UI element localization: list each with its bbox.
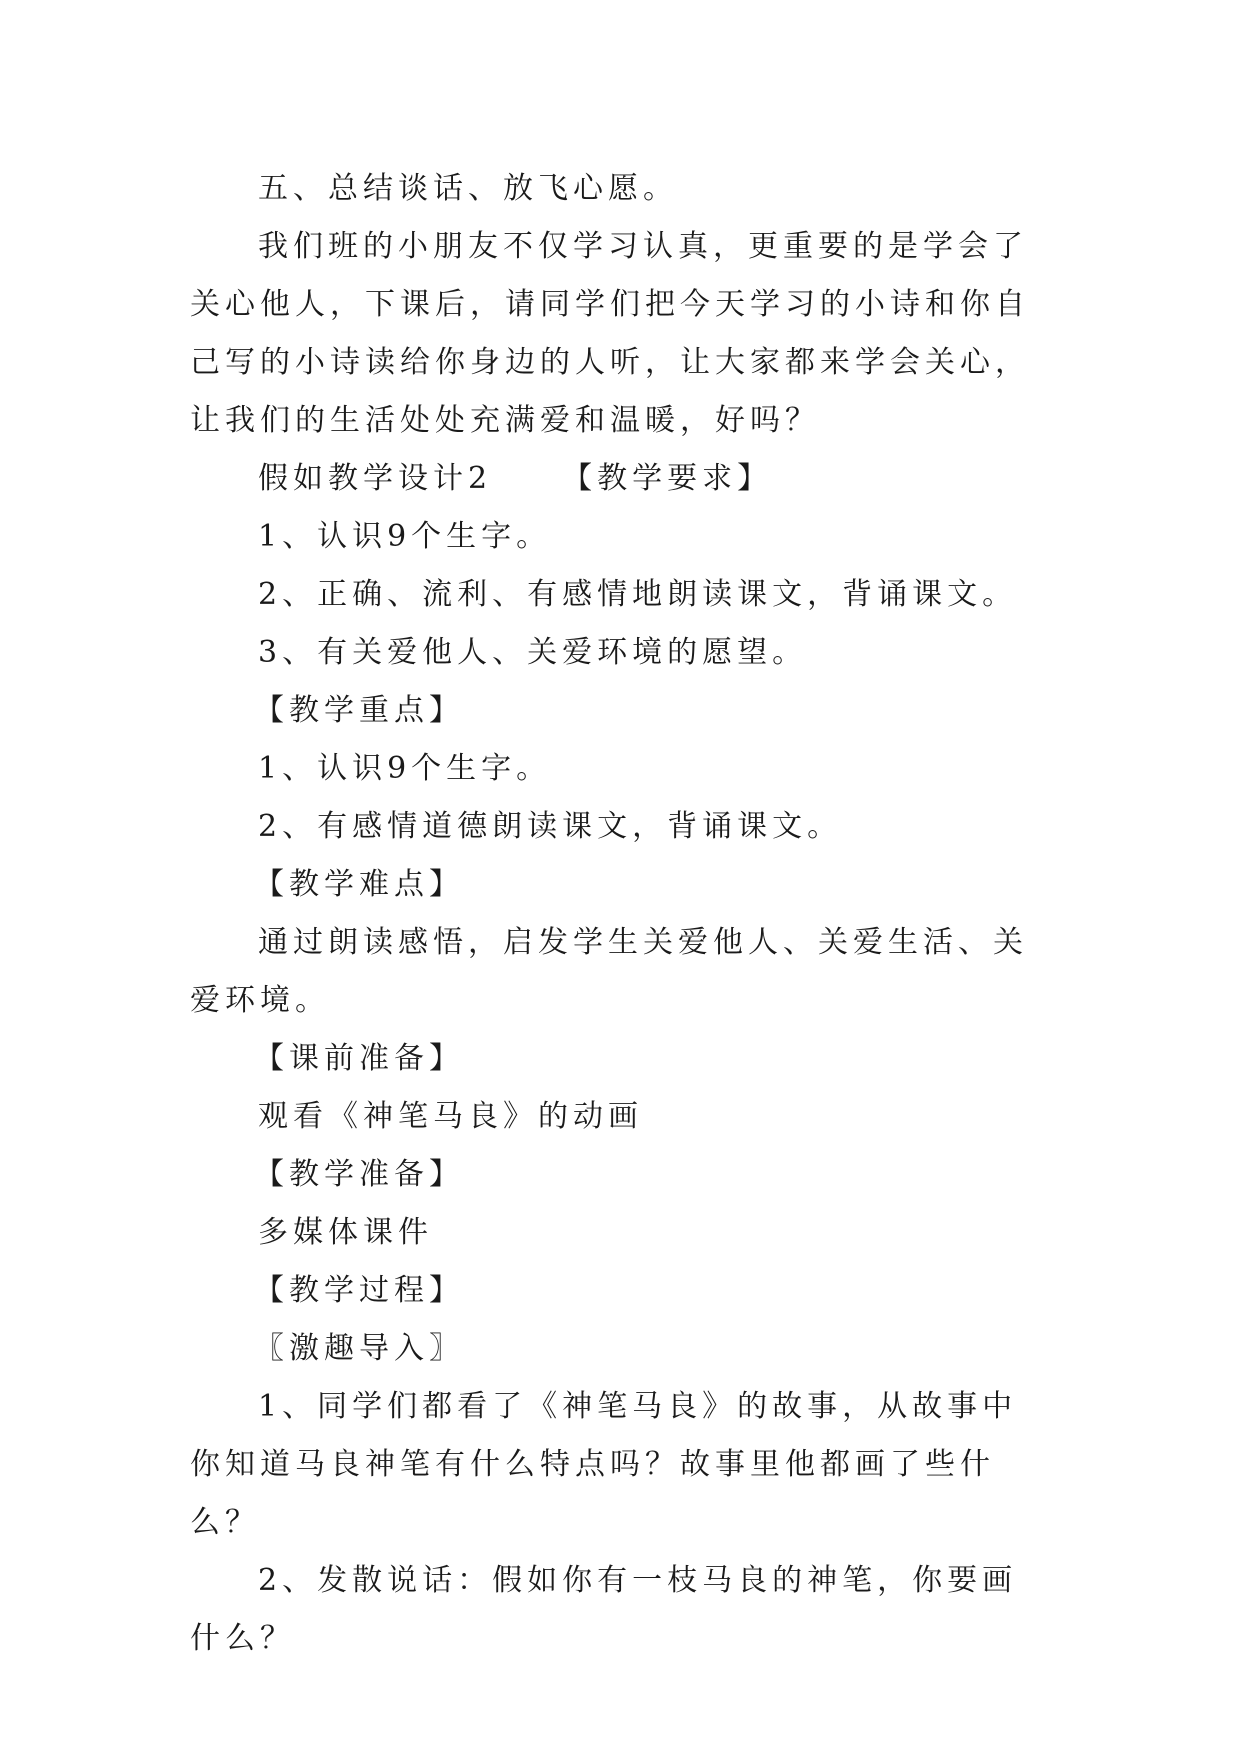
pre-class-text: 观看《神笔马良》的动画 [258,1099,643,1134]
paragraph-summary-text: 我们班的小朋友不仅学习认真，更重要的是学会了关心他人，下课后，请同学们把今天学习的小诗和你自己写的小诗读给你身边的人听，让大家都来学会关心，让我们的生活处处充满爱和温暖，好吗？ [190,229,1030,438]
requirement-item-1: 1、认识9个生字。 [258,519,552,554]
lesson-title-line [190,450,1050,508]
section-heading-key-points: 【教学重点】 [254,693,464,728]
lesson-title: 假如教学设计2 [258,461,493,496]
key-point-item-1: 1、认识9个生字。 [258,751,552,786]
process-item-1: 1、同学们都看了《神笔马良》的故事，从故事中你知道马良神笔有什么特点吗？故事里他都画了些什么？ [190,1389,1018,1540]
process-item-2: 2、发散说话：假如你有一枝马良的神笔，你要画什么？ [190,1563,1018,1656]
difficulty-text: 通过朗读感悟，启发学生关爱他人、关爱生活、关爱环境。 [190,925,1028,1018]
paragraph-summary-heading: 五、总结谈话、放飞心愿。 [258,171,678,206]
section-heading-teaching-prep: 【教学准备】 [254,1157,464,1192]
section-heading-requirements: 【教学要求】 [562,461,773,496]
key-point-item-2: 2、有感情道德朗读课文，背诵课文。 [258,809,843,844]
requirement-item-2: 2、正确、流利、有感情地朗读课文，背诵课文。 [258,577,1018,612]
section-heading-process: 【教学过程】 [254,1273,464,1308]
document-body [190,160,1050,1668]
section-heading-pre-class: 【课前准备】 [254,1041,464,1076]
teaching-prep-text: 多媒体课件 [258,1215,433,1250]
section-heading-difficulties: 【教学难点】 [254,867,464,902]
subsection-heading-intro: 〖激趣导入〗 [254,1331,464,1366]
requirement-item-3: 3、有关爱他人、关爱环境的愿望。 [258,635,808,670]
